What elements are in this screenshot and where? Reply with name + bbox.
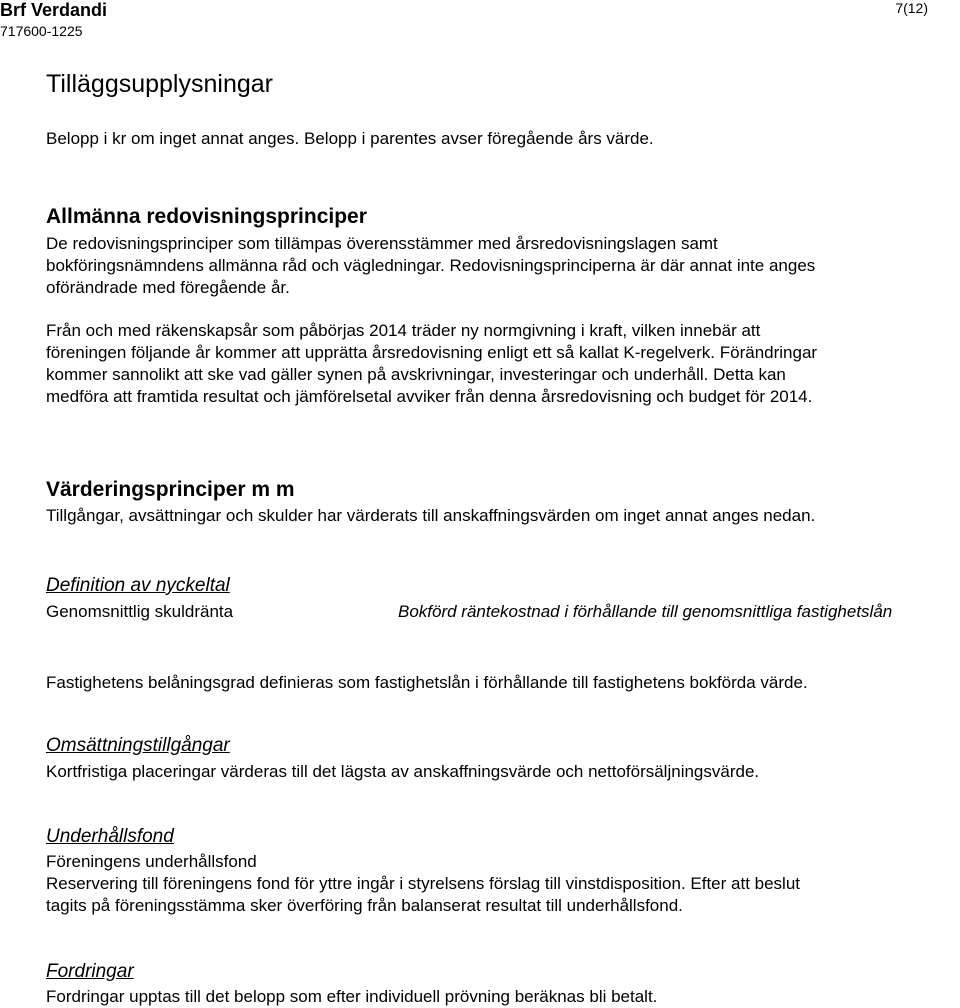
intro-text: Belopp i kr om inget annat anges. Belopp i parentes avser föregående års värde. (46, 129, 654, 148)
section-heading-current-assets: Omsättningstillgångar (46, 735, 230, 756)
maintenance-paragraph (46, 851, 926, 917)
page-title: Tilläggsupplysningar (46, 70, 273, 98)
maintenance-line: Föreningens underhållsfond (46, 852, 257, 871)
section-heading-receivables: Fordringar (46, 961, 134, 982)
section-heading-valuation: Värderingsprinciper m m (46, 478, 295, 501)
organization-name: Brf Verdandi (0, 0, 108, 20)
receivables-text: Fordringar upptas till det belopp som efter individuell prövning beräknas bli betalt. (46, 987, 658, 1006)
key-ratio-term: Genomsnittlig skuldränta (46, 602, 234, 621)
section-heading-maintenance: Underhållsfond (46, 826, 174, 847)
section-heading-key-ratio: Definition av nyckeltal (46, 575, 230, 596)
principles-line: Från och med räkenskapsår som påbörjas 2014 träder ny normgivning i kraft, vilken innebär att (46, 321, 761, 340)
principles-line: De redovisningsprinciper som tillämpas överensstämmer med årsredovisningslagen samt (46, 234, 718, 253)
principles-line: föreningen följande år kommer att upprätta årsredovisning enligt ett så kallat K-regelverk. Förändringar (46, 343, 818, 362)
section-heading-principles: Allmänna redovisningsprinciper (46, 205, 367, 228)
organization-number: 717600-1225 (0, 23, 83, 39)
maintenance-line: Reservering till föreningens fond för yttre ingår i styrelsens förslag till vinstdisposition. Efter att beslut (46, 874, 801, 893)
principles-paragraph-1 (46, 233, 926, 299)
principles-line: oförändrade med föregående år. (46, 278, 290, 297)
principles-line: kommer sannolikt att ske vad gäller synen på avskrivningar, investeringar och underhåll. Detta kan (46, 365, 786, 384)
current-assets-text: Kortfristiga placeringar värderas till det lägsta av anskaffningsvärde och nettoförsäljningsvärde. (46, 762, 760, 781)
page-number: 7(12) (895, 0, 928, 16)
key-ratio-text: Fastighetens belåningsgrad definieras som fastighetslån i förhållande till fastighetens bokförda värde. (46, 673, 808, 692)
key-ratio-definition: Bokförd räntekostnad i förhållande till genomsnittliga fastighetslån (398, 602, 893, 621)
principles-paragraph-2 (46, 320, 926, 408)
maintenance-line: tagits på föreningsstämma sker överföring från balanserat resultat till underhållsfond. (46, 896, 683, 915)
principles-line: medföra att framtida resultat och jämförelsetal avviker från denna årsredovisning och budget för 2014. (46, 387, 813, 406)
principles-line: bokföringsnämndens allmänna råd och vägledningar. Redovisningsprinciperna är där annat inte anges (46, 256, 816, 275)
valuation-text: Tillgångar, avsättningar och skulder har värderats till anskaffningsvärden om inget annat anges nedan. (46, 506, 816, 525)
